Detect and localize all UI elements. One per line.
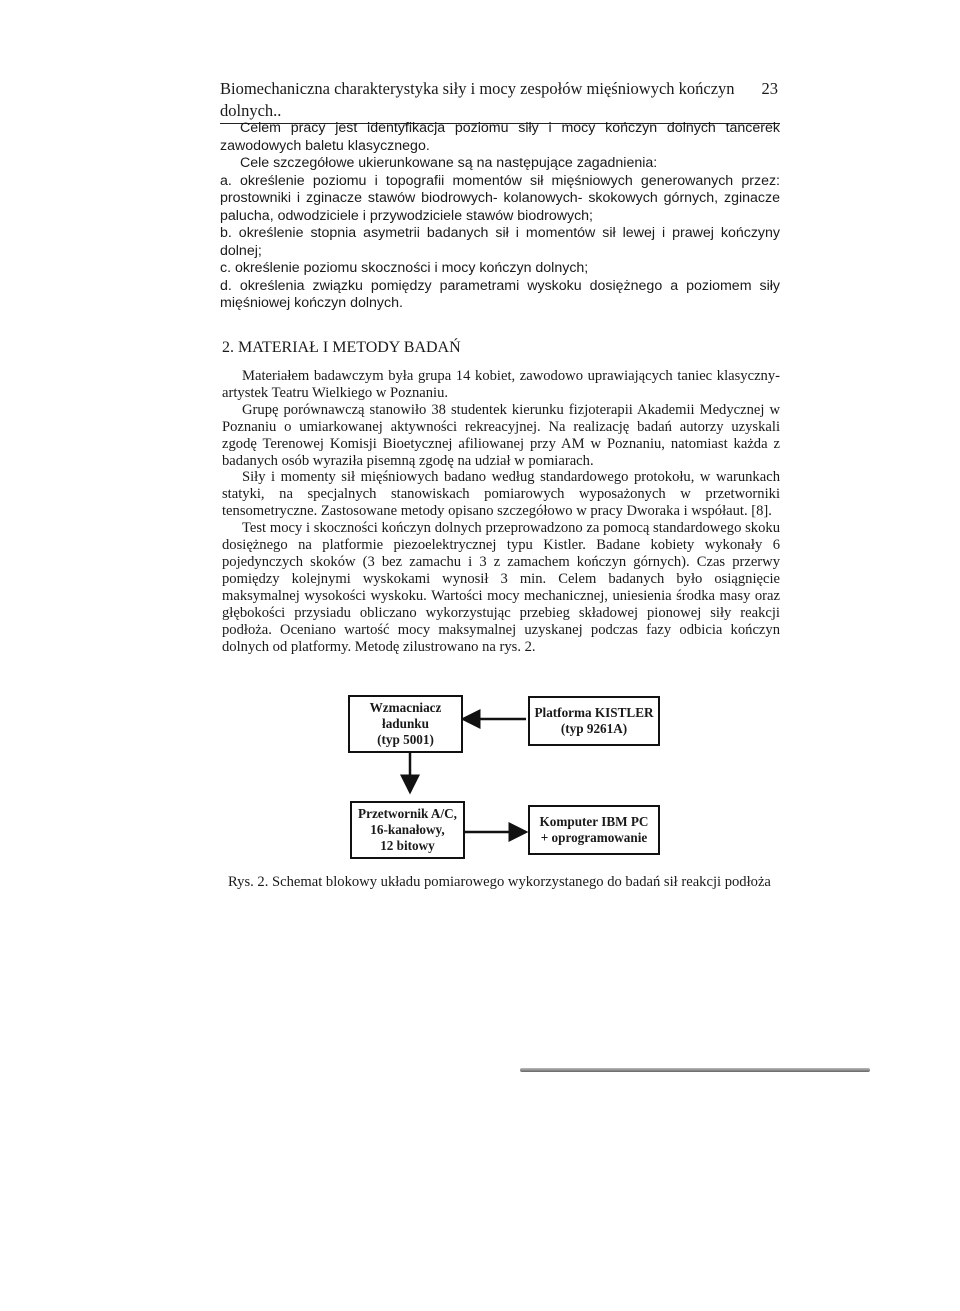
- goal-item-a: a. określenie poziomu i topografii momentów sił mięśniowych generowanych przez: prostowniki i zginacze stawów biodrowych- kolanowych- skokowych górnych, zginacze palucha, odwodziciele i przywodziciele stawów biodrowych;: [220, 172, 780, 224]
- computer-box: [528, 805, 660, 855]
- intro-block: [220, 120, 780, 313]
- amplifier-box: [348, 695, 463, 753]
- computer-line-1: Komputer IBM PC: [539, 814, 649, 829]
- body-paragraph-1: Materiałem badawczym była grupa 14 kobiet, zawodowo uprawiających taniec klasyczny-artystek Teatru Wielkiego w Poznaniu.: [222, 368, 780, 401]
- amplifier-line-3: (typ 5001): [377, 732, 434, 747]
- platform-line-2: (typ 9261A): [560, 721, 628, 736]
- platform-box: [528, 696, 660, 746]
- amplifier-line-2: ładunku: [382, 716, 429, 731]
- figure-caption: Rys. 2. Schemat blokowy układu pomiarowego wykorzystanego do badań sił reakcji podłoża: [228, 874, 771, 890]
- goal-paragraph: Celem pracy jest identyfikacja poziomu siły i mocy kończyn dolnych tancerek zawodowych baletu klasycznego.: [220, 120, 780, 154]
- goal-item-c: c. określenie poziomu skoczności i mocy kończyn dolnych;: [220, 260, 589, 276]
- running-header: [220, 78, 780, 124]
- body-paragraph-2: Grupę porównawczą stanowiło 38 studentek kierunku fizjoterapii Akademii Medycznej w Poznaniu o umiarkowanej aktywności rekreacyjnej. Na realizację badań autorzy uzyskali zgodę Terenowej Komisji Bioetycznej afiliowanej przy AM w Poznaniu, natomiast każda z badanych osób wyraziła pisemną zgodę na udział w pomiarach.: [222, 401, 780, 469]
- block-diagram: [340, 688, 670, 866]
- platform-line-1: Platforma KISTLER: [534, 705, 654, 720]
- computer-line-2: + oprogramowanie: [540, 830, 648, 845]
- header-title: Biomechaniczna charakterystyka siły i mocy zespołów mięśniowych kończyn dolnych..: [220, 79, 735, 120]
- detailed-goals-intro: Cele szczegółowe ukierunkowane są na następujące zagadnienia:: [240, 155, 658, 171]
- section-heading: 2. MATERIAŁ I METODY BADAŃ: [222, 339, 461, 356]
- goal-item-d: d. określenia związku pomiędzy parametrami wyskoku dosiężnego a poziomem siły mięśniowej kończyn dolnych.: [220, 277, 780, 311]
- converter-line-1: Przetwornik A/C,: [358, 806, 457, 821]
- scan-artifact-line: [520, 1068, 870, 1072]
- converter-line-3: 12 bitowy: [380, 838, 435, 853]
- converter-box: [350, 801, 465, 859]
- body-paragraph-4: Test mocy i skoczności kończyn dolnych przeprowadzono za pomocą standardowego skoku dosiężnego na platformie piezoelektrycznej typu Kistler. Badane kobiety wykonały 6 pojedynczych skoków (3 bez zamachu i 3 z zamachem kończyn górnych). Czas przerwy pomiędzy kolejnymi wyskokami wynosił 3 min. Celem badanych było osiągnięcie maksymalnej wysokości wyskoku. Wartości mocy mechanicznej, uniesienia środka masy oraz głębokości przysiadu obliczano wykorzystując przebieg składowej pionowej siły reakcji podłoża. Oceniano wartość mocy maksymalnej uzyskanej podczas fazy odbicia kończyn dolnych od platformy. Metodę zilustrowano na rys. 2.: [222, 520, 780, 655]
- amplifier-line-1: Wzmacniacz: [369, 700, 442, 715]
- goal-item-b: b. określenie stopnia asymetrii badanych sił i momentów sił lewej i prawej kończyny dolnej;: [220, 225, 780, 259]
- converter-line-2: 16-kanałowy,: [370, 822, 445, 837]
- page-number: 23: [761, 79, 778, 98]
- section-body: [222, 368, 780, 655]
- body-paragraph-3: Siły i momenty sił mięśniowych badano według standardowego protokołu, w warunkach statyki, na specjalnych stanowiskach pomiarowych wyposażonych w przetworniki tensometryczne. Zastosowane metody opisano szczegółowo w pracy Dworaka i współaut. [8].: [222, 469, 780, 520]
